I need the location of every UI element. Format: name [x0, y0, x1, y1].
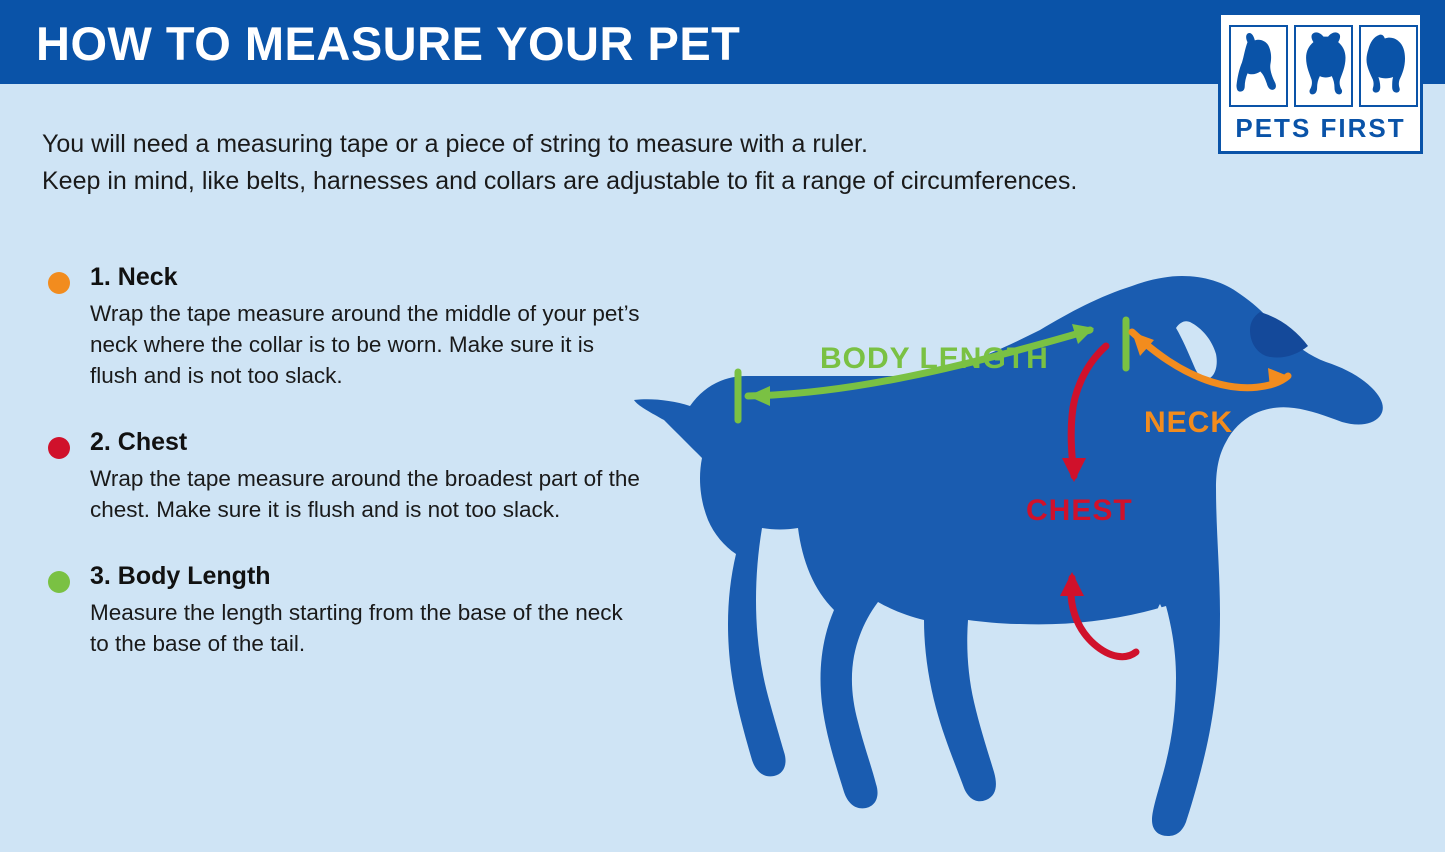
step-body-length-title: 3. Body Length — [90, 562, 271, 590]
intro-line-2: Keep in mind, like belts, harnesses and collars are adjustable to fit a range of circumferences. — [42, 167, 1078, 195]
step-body-length-description: Measure the length starting from the base of the neck to the base of the tail. — [90, 600, 623, 656]
dog-measurement-diagram — [620, 200, 1420, 850]
step-chest-title: 2. Chest — [90, 428, 188, 456]
bottom-divider — [0, 852, 1445, 860]
bullet-dot-body-length-icon — [48, 571, 70, 593]
steps-list — [42, 262, 642, 695]
page-title: HOW TO MEASURE YOUR PET — [36, 17, 741, 70]
brand-logo — [1218, 12, 1423, 154]
step-chest — [42, 427, 642, 525]
intro-text — [42, 126, 1202, 200]
body-length-label: BODY LENGTH — [820, 342, 1049, 375]
chest-label: CHEST — [1026, 494, 1133, 527]
step-neck-description: Wrap the tape measure around the middle of your pet’s neck where the collar is to be worn. Make sure it is flush and is not too slack. — [90, 301, 640, 388]
step-chest-description: Wrap the tape measure around the broadest part of the chest. Make sure it is flush and is not too slack. — [90, 466, 640, 522]
step-neck — [42, 262, 642, 391]
intro-line-1: You will need a measuring tape or a piece of string to measure with a ruler. — [42, 130, 868, 158]
dog-alert-icon — [1359, 25, 1418, 107]
bullet-dot-chest-icon — [48, 437, 70, 459]
step-body-length — [42, 561, 642, 659]
dog-sitting-icon — [1229, 25, 1288, 107]
dog-standing-icon — [1294, 25, 1353, 107]
logo-brand-text: PETS FIRST — [1235, 113, 1406, 143]
neck-label: NECK — [1144, 406, 1234, 439]
logo-animal-panels — [1229, 25, 1418, 107]
bullet-dot-neck-icon — [48, 272, 70, 294]
step-neck-title: 1. Neck — [90, 263, 178, 291]
